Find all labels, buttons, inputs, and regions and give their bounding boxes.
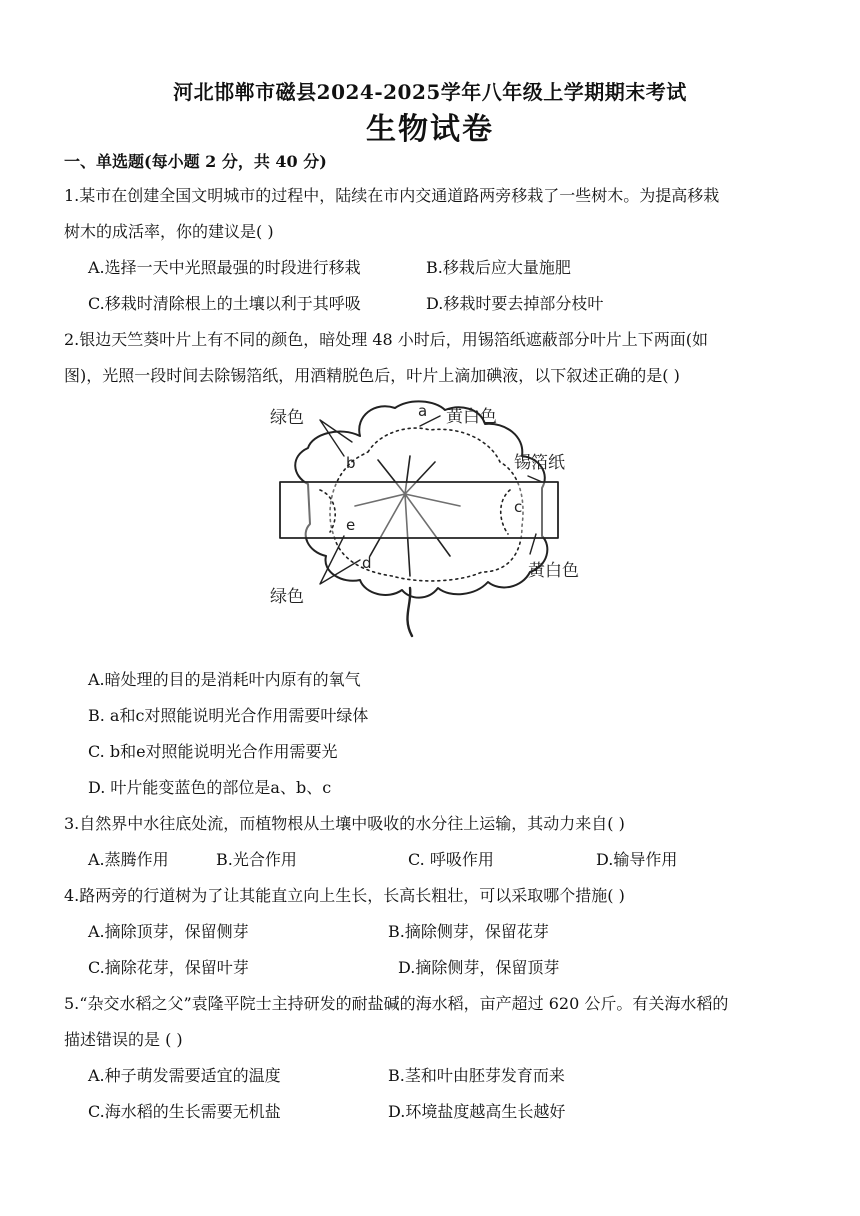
q2-option-c: C. b和e对照能说明光合作用需要光 <box>88 742 338 761</box>
label-e: e <box>346 516 356 534</box>
q4-option-a: A.摘除顶芽，保留侧芽 <box>88 922 249 941</box>
q3-option-d: D.输导作用 <box>596 850 678 869</box>
label-green-top: 绿色 <box>270 408 304 428</box>
q5-option-d: D.环境盐度越高生长越好 <box>388 1102 566 1121</box>
q4-option-d: D.摘除侧芽，保留顶芽 <box>398 958 560 977</box>
q1-option-d: D.移栽时要去掉部分枝叶 <box>426 294 604 313</box>
q2-option-d: D. 叶片能变蓝色的部位是a、b、c <box>88 778 332 797</box>
q5-option-c: C.海水稻的生长需要无机盐 <box>88 1102 281 1121</box>
exam-subtitle: 生物试卷 <box>366 112 494 147</box>
leader-green-top <box>320 420 352 456</box>
q3-option-a: A.蒸腾作用 <box>88 850 169 869</box>
section-heading: 一、单选题(每小题 2 分，共 40 分) <box>64 152 327 171</box>
label-yellow-white-bottom: 黄白色 <box>528 561 579 581</box>
q2-option-b: B. a和c对照能说明光合作用需要叶绿体 <box>88 706 369 725</box>
q4-option-b: B.摘除侧芽，保留花芽 <box>388 922 549 941</box>
q1-option-c: C.移栽时清除根上的土壤以利于其呼吸 <box>88 294 361 313</box>
leaf-figure <box>260 396 600 642</box>
q5-stem-line1: 5.“杂交水稻之父”袁隆平院士主持研发的耐盐碱的海水稻，亩产超过 620 公斤。有关海水稻的 <box>64 994 729 1013</box>
q4-option-c: C.摘除花芽，保留叶芽 <box>88 958 249 977</box>
q2-stem-line2: 图)，光照一段时间去除锡箔纸，用酒精脱色后，叶片上滴加碘液，以下叙述正确的是( ) <box>64 366 680 385</box>
q3-option-c: C. 呼吸作用 <box>408 850 494 869</box>
label-a: a <box>418 402 428 420</box>
q2-option-a: A.暗处理的目的是消耗叶内原有的氧气 <box>88 670 361 689</box>
q5-option-a: A.种子萌发需要适宜的温度 <box>88 1066 281 1085</box>
q1-option-a: A.选择一天中光照最强的时段进行移栽 <box>88 258 361 277</box>
q1-stem-line2: 树木的成活率，你的建议是( ) <box>64 222 274 241</box>
q4-stem: 4.路两旁的行道树为了让其能直立向上生长，长高长粗壮，可以采取哪个措施( ) <box>64 886 625 905</box>
q5-option-b: B.茎和叶由胚芽发育而来 <box>388 1066 565 1085</box>
q5-stem-line2: 描述错误的是 ( ) <box>64 1030 183 1049</box>
q3-stem: 3.自然界中水往底处流，而植物根从土壤中吸收的水分往上运输，其动力来自( ) <box>64 814 625 833</box>
label-c: c <box>514 498 523 516</box>
label-yellow-white-top: 黄白色 <box>446 407 497 427</box>
label-green-bottom: 绿色 <box>270 587 304 607</box>
q2-stem-line1: 2.银边天竺葵叶片上有不同的颜色，暗处理 48 小时后，用锡箔纸遮蔽部分叶片上下两面(如 <box>64 330 709 349</box>
label-b: b <box>346 454 356 472</box>
label-foil: 锡箔纸 <box>514 453 565 473</box>
label-d: d <box>362 554 372 572</box>
q1-option-b: B.移栽后应大量施肥 <box>426 258 571 277</box>
exam-title: 河北邯郸市磁县2024-2025学年八年级上学期期末考试 <box>173 80 687 104</box>
q3-option-b: B.光合作用 <box>216 850 297 869</box>
q1-stem-line1: 1.某市在创建全国文明城市的过程中，陆续在市内交通道路两旁移栽了一些树木。为提高移栽 <box>64 186 720 205</box>
